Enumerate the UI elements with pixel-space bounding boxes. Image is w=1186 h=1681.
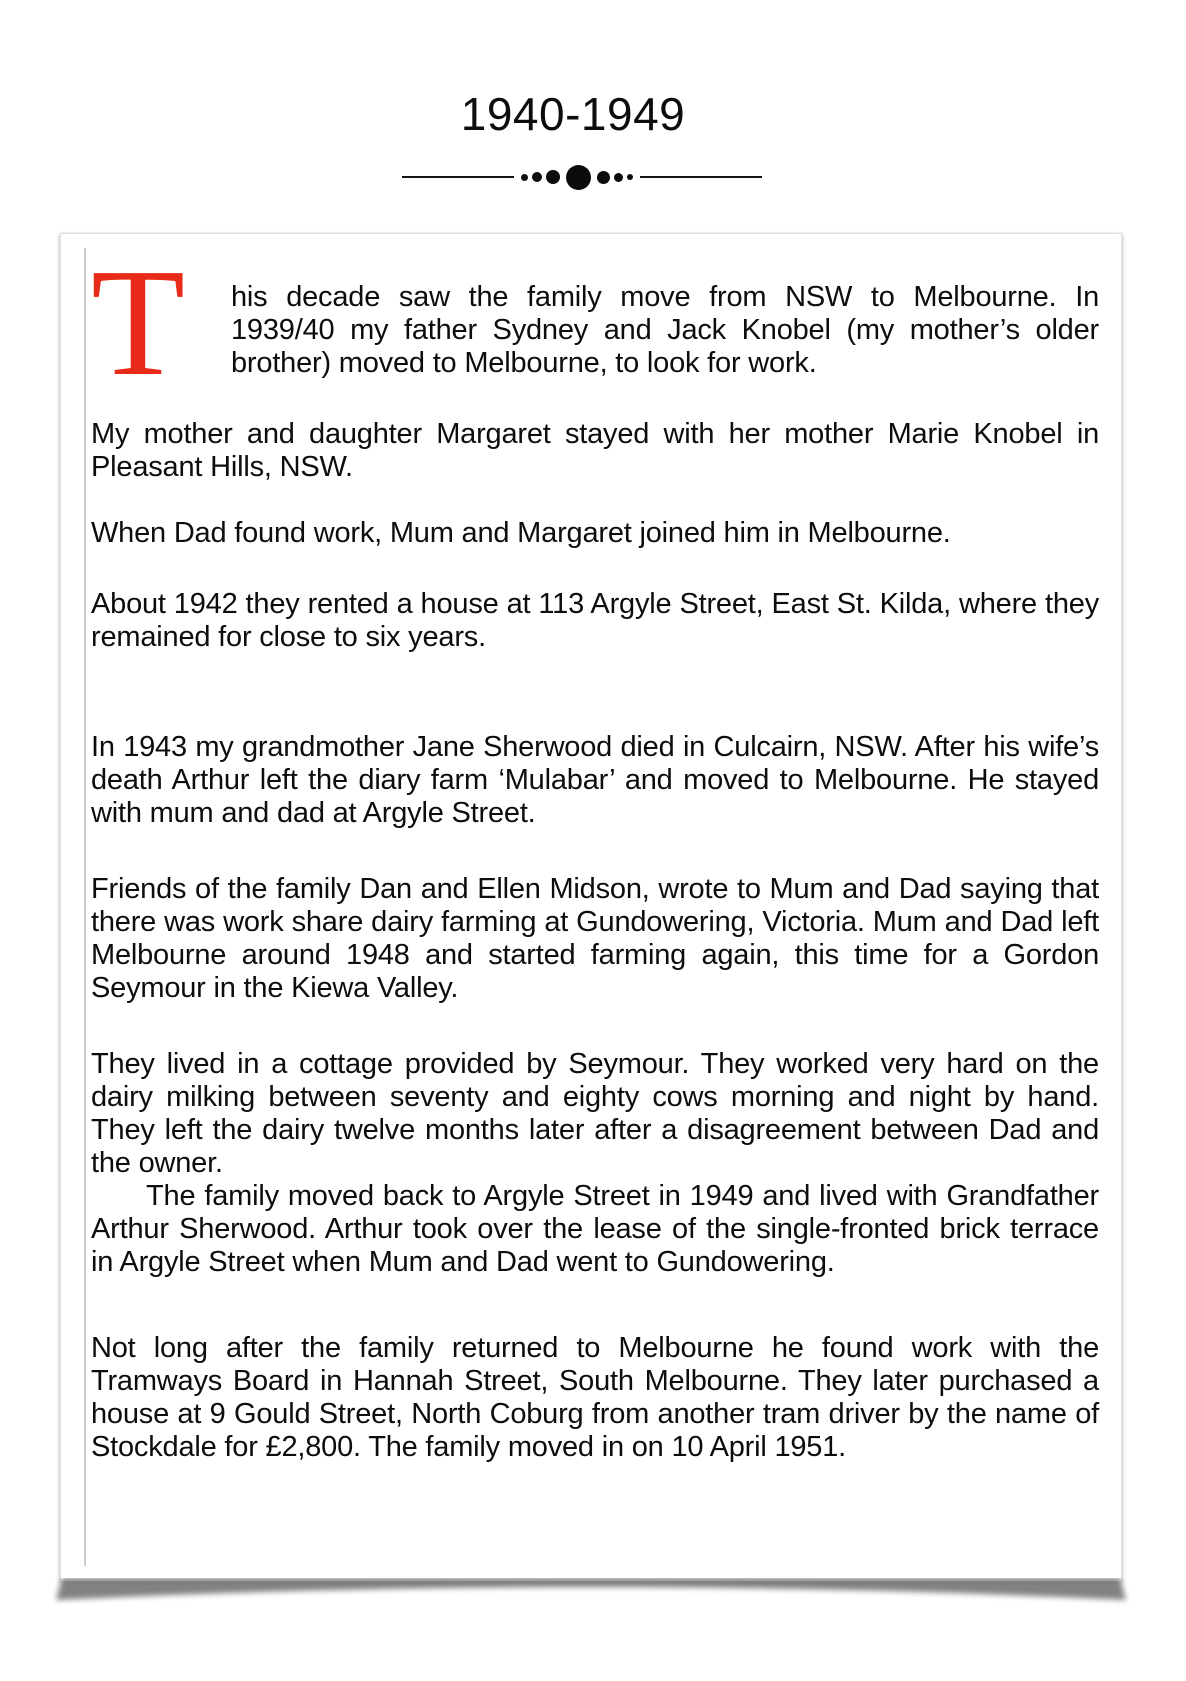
page-title: 1940-1949	[460, 88, 686, 140]
divider-dot	[546, 170, 560, 184]
divider-dot	[521, 174, 528, 181]
divider-line	[640, 176, 762, 178]
paragraph: When Dad found work, Mum and Margaret joined him in Melbourne.	[91, 517, 951, 549]
paragraph: About 1942 they rented a house at 113 Argyle Street, East St. Kilda, where they remained for close to six years.	[91, 588, 1099, 653]
paragraph-text: his decade saw the family move from NSW to Melbourne. In 1939/40 my father Sydney and Jack Knobel (my mother’s older brother) moved to Melbourne, to look for work.	[231, 281, 1099, 379]
article-body	[61, 234, 1121, 1581]
divider-ornament	[0, 164, 1175, 190]
divider-dot	[627, 174, 633, 180]
divider-dot	[614, 173, 623, 182]
document-page	[60, 233, 1122, 1582]
divider-line	[402, 176, 514, 178]
paragraph: Not long after the family returned to Melbourne he found work with the Tramways Board in Hannah Street, South Melbourne. They later purchased a house at 9 Gould Street, North Coburg from another tram driver by the name of Stockdale for £2,800. The family moved in on 10 April 1951.	[91, 1332, 1099, 1463]
paragraph: In 1943 my grandmother Jane Sherwood died in Culcairn, NSW. After his wife’s death Arthur left the diary farm ‘Mulabar’ and moved to Melbourne. He stayed with mum and dad at Argyle Street.	[91, 731, 1099, 829]
divider-center-dot	[566, 165, 591, 190]
divider-dot	[597, 171, 610, 184]
page-curl-shadow	[52, 1578, 1130, 1624]
paragraph: Friends of the family Dan and Ellen Midson, wrote to Mum and Dad saying that there was work share dairy farming at Gundowering, Victoria. Mum and Dad left Melbourne around 1948 and started farming again, this time for a Gordon Seymour in the Kiewa Valley.	[91, 873, 1099, 1004]
paragraph: My mother and daughter Margaret stayed with her mother Marie Knobel in Pleasant Hills, NSW.	[91, 418, 1099, 483]
paragraph	[91, 238, 1099, 408]
paragraph: They lived in a cottage provided by Seymour. They worked very hard on the dairy milking between seventy and eighty cows morning and night by hand. They left the dairy twelve months later after a disagreement between Dad and the owner.	[91, 1048, 1099, 1179]
paragraph: The family moved back to Argyle Street in 1949 and lived with Grandfather Arthur Sherwood. Arthur took over the lease of the single-fronted brick terrace in Argyle Street when Mum and Dad went to Gundowering.	[91, 1180, 1099, 1278]
divider-dot	[532, 172, 542, 182]
dropcap-letter: T	[91, 238, 186, 408]
